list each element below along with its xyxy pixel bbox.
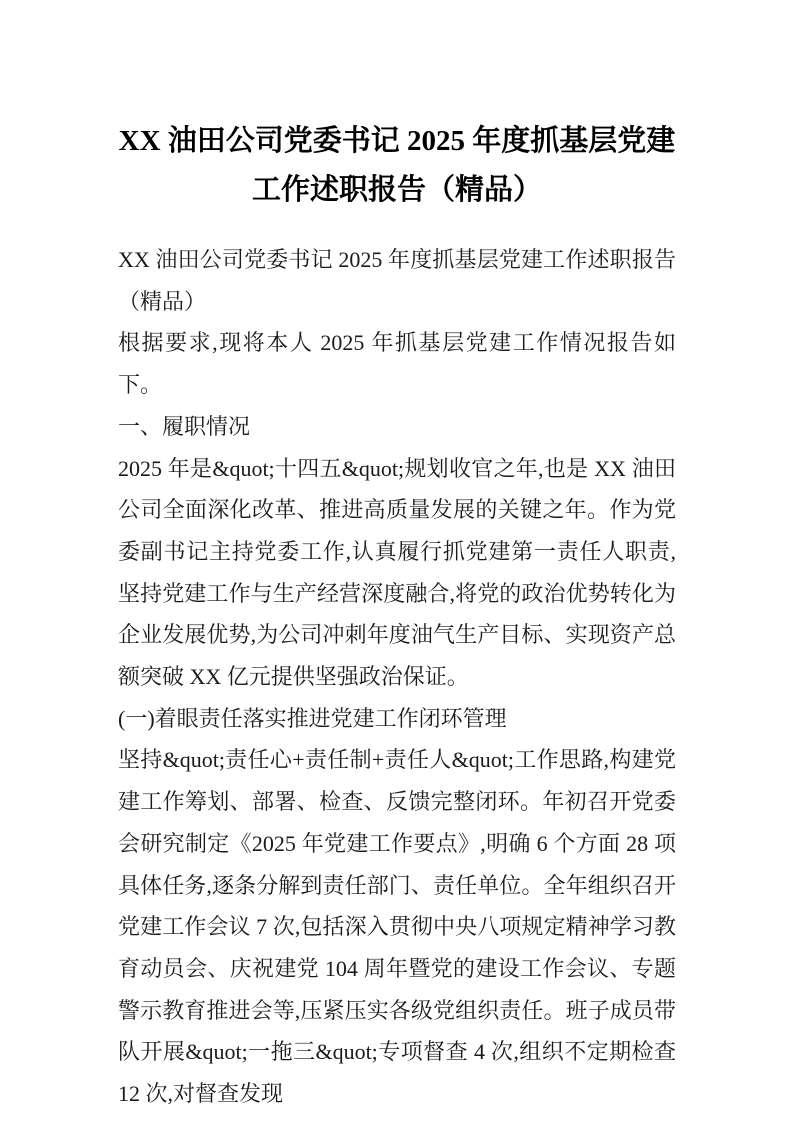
section-heading-1: 一、履职情况 (118, 413, 251, 439)
paragraph-title-repeat: XX 油田公司党委书记 2025 年度抓基层党建工作述职报告（精品） (118, 247, 676, 314)
subsection-heading-1-1: (一)着眼责任落实推进党建工作闭环管理 (118, 705, 507, 731)
paragraph-responsibility: 坚持&quot;责任心+责任制+责任人&quot;工作思路,构建党建工作筹划、部署、检查、反馈完整闭环。年初召开党委会研究制定《2025 年党建工作要点》,明确 6 个方面 28 项具体任务,逐条分解到责任部门、责任单位。全年组织召开党建工作会议 7 次,包括深入贯彻中央八项规定精神学习教育动员会、庆祝建党 104 周年暨党的建设工作会议、专题警示教育推进会等,压紧压实各级党组织责任。班子成员带队开展&quot;一拖三&quot;专项督查 4 次,组织不定期检查 12 次,对督查发现 (118, 747, 676, 1107)
document-title: XX 油田公司党委书记 2025 年度抓基层党建工作述职报告（精品） (118, 125, 676, 206)
paragraph-overview: 2025 年是&quot;十四五&quot;规划收官之年,也是 XX 油田公司全面深化改革、推进高质量发展的关键之年。作为党委副书记主持党委工作,认真履行抓党建第一责任人职责,坚持党建工作与生产经营深度融合,将党的政治优势转化为企业发展优势,为公司冲刺年度油气生产目标、实现资产总额突破 XX 亿元提供坚强政治保证。 (118, 455, 676, 690)
paragraph-intro: 根据要求,现将本人 2025 年抓基层党建工作情况报告如下。 (118, 330, 676, 398)
document-body (118, 239, 676, 1115)
